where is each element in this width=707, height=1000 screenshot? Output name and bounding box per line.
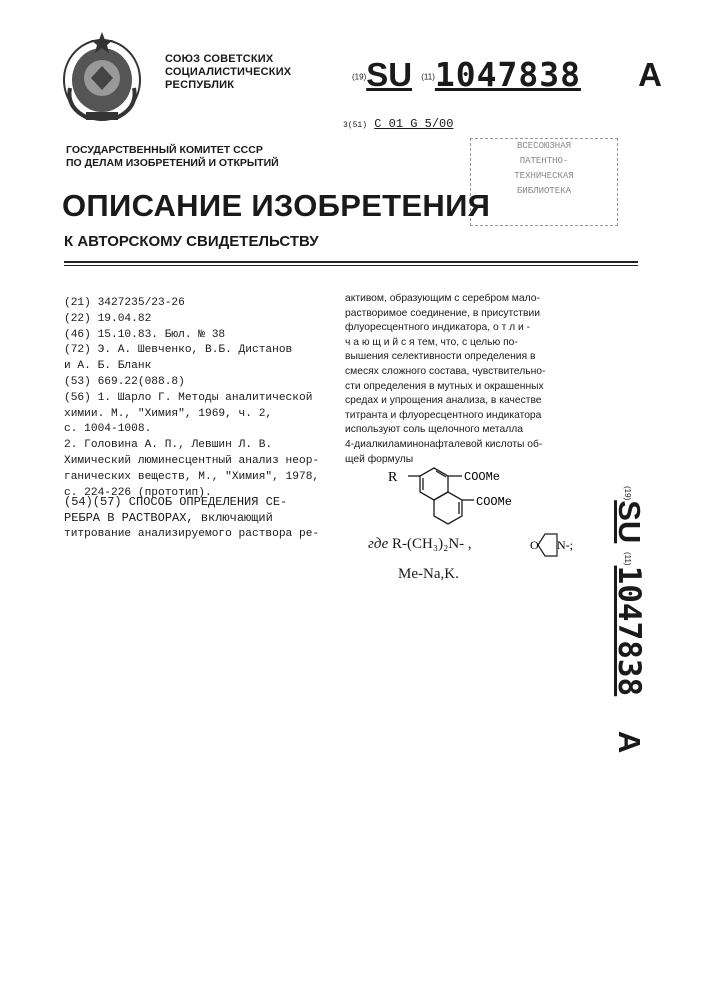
biblio-line: 2. Головина А. П., Левшин Л. В. bbox=[64, 439, 273, 452]
formula-where-r bbox=[368, 536, 472, 553]
ussr-emblem bbox=[58, 28, 146, 126]
inid-11: (11) bbox=[421, 72, 435, 82]
cls-label: 3(51) bbox=[343, 121, 368, 130]
stamp-line: ТЕХНИЧЕСКАЯ bbox=[514, 171, 574, 181]
morph-n: N-; bbox=[557, 538, 573, 552]
claim-line: флуоресцентного индикатора, о т л и - bbox=[345, 322, 531, 334]
biblio-line: (22) 19.04.82 bbox=[64, 312, 152, 325]
patent-number: 1047838 bbox=[434, 55, 581, 94]
kind-code-vertical: A bbox=[612, 730, 647, 754]
document-subtitle: К АВТОРСКОМУ СВИДЕТЕЛЬСТВУ bbox=[64, 233, 319, 250]
inid-11-vertical: (11) bbox=[623, 551, 633, 566]
morpholino-formula bbox=[528, 528, 578, 562]
biblio-line: (46) 15.10.83. Бюл. № 38 bbox=[64, 328, 226, 341]
claim-line: вышения селективности определения в bbox=[345, 351, 536, 363]
claim-line: РЕБРА В РАСТВОРАХ, включающий bbox=[64, 510, 273, 525]
claim-line: ч а ю щ и й с я тем, что, с целью по- bbox=[345, 336, 518, 348]
committee-name bbox=[66, 144, 279, 170]
kind-code: A bbox=[638, 56, 662, 93]
formula-cooMe-1: COOMe bbox=[464, 470, 501, 484]
biblio-line: химии. М., "Химия", 1969, ч. 2, bbox=[64, 407, 273, 420]
biblio-line: и А. Б. Бланк bbox=[64, 360, 152, 373]
claim-line: смесях сложного состава, чувствительно- bbox=[345, 365, 546, 377]
claim-body bbox=[345, 292, 600, 467]
inid-19: (19) bbox=[352, 72, 367, 82]
stamp-line: ВСЕСОЮЗНАЯ bbox=[516, 141, 571, 151]
biblio-line: (56) 1. Шарло Г. Методы аналитической bbox=[64, 391, 313, 404]
claim-heading bbox=[64, 495, 324, 542]
union-line-1: СОЮЗ СОВЕТСКИХ bbox=[165, 53, 274, 65]
where-label: где bbox=[368, 536, 389, 552]
claim-line: используют соль щелочного металла bbox=[345, 424, 523, 436]
stamp-line: ПАТЕНТНО- bbox=[519, 156, 569, 166]
divider bbox=[64, 261, 638, 263]
claim-line: активом, образующим с серебром мало- bbox=[345, 293, 540, 304]
claim-line: титранта и флуоресцентного индикатора bbox=[345, 409, 542, 421]
library-stamp bbox=[470, 138, 618, 226]
biblio-line: Химический люминесцентный анализ неор- bbox=[64, 454, 320, 467]
union-line-2: СОЦИАЛИСТИЧЕСКИХ bbox=[165, 66, 292, 78]
country-code: SU bbox=[366, 56, 413, 93]
classification bbox=[343, 117, 453, 131]
biblio-line: с. 1004-1008. bbox=[64, 423, 152, 436]
bibliographic-data bbox=[64, 296, 334, 501]
inid-19-vertical: (19) bbox=[623, 486, 633, 501]
claim-line: сти определения в мутных и окрашенных bbox=[345, 380, 544, 392]
committee-line-2: ПО ДЕЛАМ ИЗОБРЕТЕНИЙ И ОТКРЫТИЙ bbox=[66, 157, 279, 169]
union-line-3: РЕСПУБЛИК bbox=[165, 79, 235, 91]
biblio-line: ганических веществ, М., "Химия", 1978, bbox=[64, 470, 320, 483]
claim-line: щей формулы bbox=[345, 453, 414, 465]
claim-line: титрование анализируемого раствора ре- bbox=[64, 527, 320, 540]
stamp-line: БИБЛИОТЕКА bbox=[516, 186, 571, 196]
patent-number-vertical: 1047838 bbox=[611, 565, 647, 697]
country-code-vertical: SU bbox=[612, 500, 647, 544]
biblio-line: (21) 3427235/23-26 bbox=[64, 297, 185, 309]
naphthalene-formula bbox=[378, 462, 558, 532]
claim-line: (54)(57) СПОСОБ ОПРЕДЕЛЕНИЯ СЕ- bbox=[64, 495, 288, 509]
formula-where-me: Me-Na,K. bbox=[398, 566, 459, 582]
morph-o: O bbox=[530, 538, 539, 552]
vertical-patent-number bbox=[610, 486, 646, 753]
claim-line: 4-диалкиламинонафталевой кислоты об- bbox=[345, 438, 543, 450]
biblio-line: (53) 669.22(088.8) bbox=[64, 375, 185, 388]
divider bbox=[64, 265, 638, 266]
formula-cooMe-2: COOMe bbox=[476, 495, 513, 509]
biblio-line: (72) Э. А. Шевченко, В.Б. Дистанов bbox=[64, 344, 293, 357]
patent-number-header bbox=[352, 55, 662, 94]
biblio-line: с. 224-226 (прототип). bbox=[64, 486, 212, 499]
committee-line-1: ГОСУДАРСТВЕННЫЙ КОМИТЕТ СССР bbox=[66, 144, 263, 156]
cls-value: C 01 G 5/00 bbox=[374, 117, 454, 131]
union-name bbox=[165, 53, 291, 92]
claim-line: средах и упрощения анализа, в качестве bbox=[345, 395, 542, 407]
claim-line: растворимое соединение, в присутствии bbox=[345, 307, 540, 319]
document-title: ОПИСАНИЕ ИЗОБРЕТЕНИЯ bbox=[62, 188, 491, 223]
formula-r: R bbox=[388, 470, 398, 485]
where-r-value: R-(CH₃)₂N- , bbox=[392, 536, 472, 552]
